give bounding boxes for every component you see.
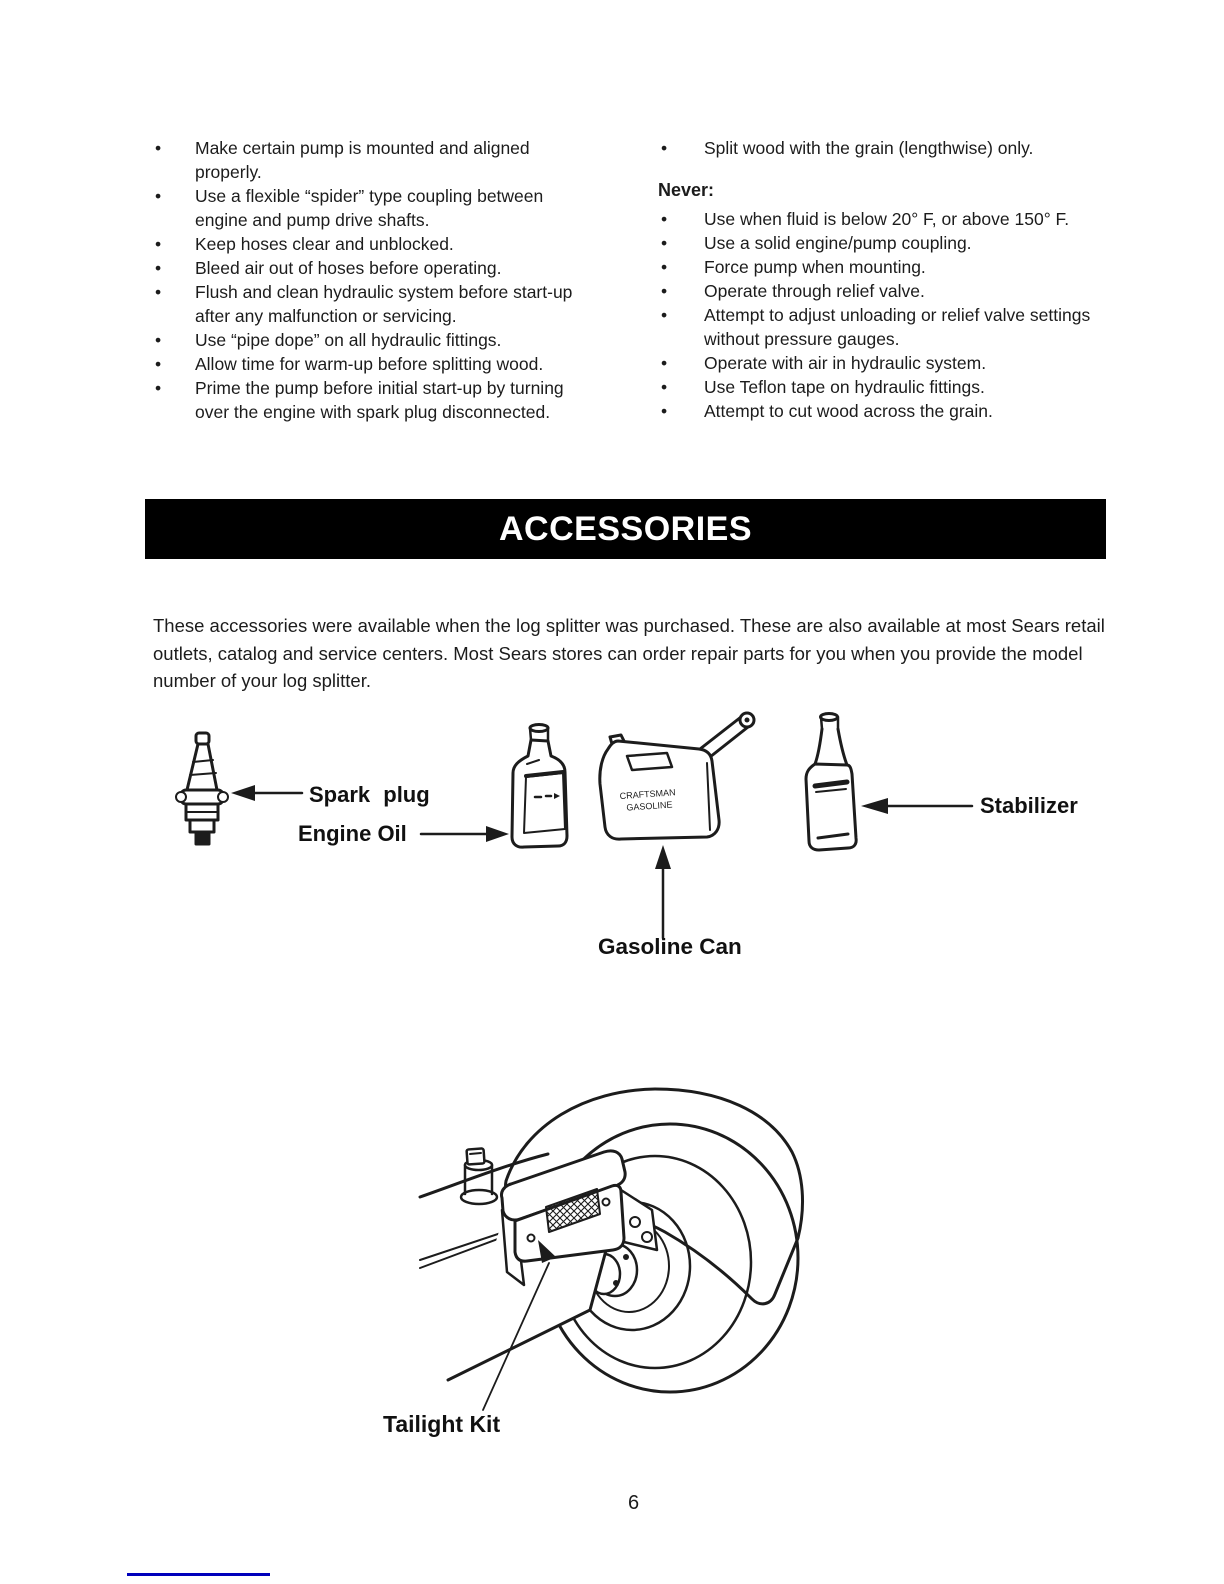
bullet-item: • Operate with air in hydraulic system. [658, 351, 1104, 375]
bullet-item: • Allow time for warm-up before splitting wood. [152, 352, 589, 376]
stabilizer-bottle-figure [806, 714, 856, 851]
bullet-item: • Force pump when mounting. [658, 255, 1104, 279]
spark-plug-figure [176, 733, 228, 844]
bullet-item: • Attempt to cut wood across the grain. [658, 399, 1104, 423]
page-number: 6 [628, 1492, 640, 1514]
engine-oil-arrow [421, 826, 509, 842]
bullet-item: • Use a solid engine/pump coupling. [658, 231, 1104, 255]
gasoline-can-figure [600, 713, 754, 839]
bullet-item: • Use a flexible “spider” type coupling between engine and pump drive shafts. [152, 184, 589, 232]
accessories-banner-title: ACCESSORIES [499, 509, 752, 548]
spark-plug-arrow [231, 785, 302, 801]
bullet-item: • Attempt to adjust unloading or relief valve settings without pressure gauges. [658, 303, 1104, 351]
bullet-item: • Use Teflon tape on hydraulic fittings. [658, 375, 1104, 399]
bullet-item: • Make certain pump is mounted and aligned properly. [152, 136, 589, 184]
taillight-kit-figure [420, 1089, 803, 1410]
gasoline-can-label: Gasoline Can [598, 934, 742, 959]
gasoline-can-arrow [655, 845, 671, 938]
bullet-item: • Prime the pump before initial start-up by turning over the engine with spark plug disconnected. [152, 376, 589, 424]
bullet-item: • Split wood with the grain (lengthwise) only. [658, 136, 1104, 160]
engine-oil-label: Engine Oil [298, 821, 407, 846]
bullet-item: • Flush and clean hydraulic system before start-up after any malfunction or servicing. [152, 280, 589, 328]
gas-can-fuel-text: GASOLINE [626, 799, 673, 813]
taillight-kit-label: Tailight Kit [383, 1411, 501, 1437]
gas-can-brand-text: CRAFTSMAN [619, 787, 676, 802]
engine-oil-bottle-figure [512, 725, 567, 848]
bullet-item: • Keep hoses clear and unblocked. [152, 232, 589, 256]
stabilizer-label: Stabilizer [980, 793, 1078, 818]
accessories-intro-paragraph: These accessories were available when the log splitter was purchased. These are also available at most Sears retail outlets, catalog and service centers. Most Sears stores can order repair parts for you when you provide the model number of your log splitter. [153, 615, 1105, 691]
bullet-item: • Use “pipe dope” on all hydraulic fittings. [152, 328, 589, 352]
never-heading: Never: [658, 180, 715, 200]
bullet-item: • Bleed air out of hoses before operating. [152, 256, 589, 280]
spark-plug-label: Spark plug [309, 782, 430, 807]
stabilizer-arrow [861, 798, 972, 814]
footer-link-line [127, 1573, 270, 1576]
bullet-item: • Operate through relief valve. [658, 279, 1104, 303]
bullet-item: • Use when fluid is below 20° F, or above 150° F. [658, 207, 1104, 231]
